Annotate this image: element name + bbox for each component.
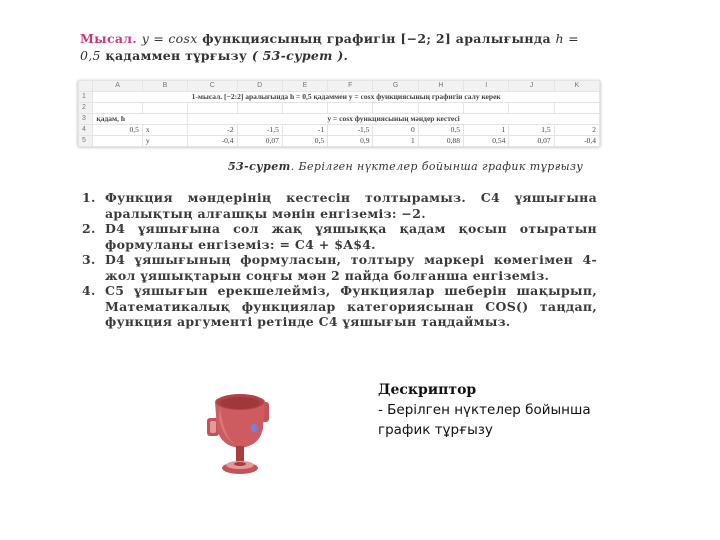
row-header: 1 bbox=[79, 92, 93, 103]
function-expression: y = cosx bbox=[141, 31, 198, 46]
row-header: 2 bbox=[79, 103, 93, 114]
step-expression: h = 0,5 bbox=[80, 31, 579, 63]
x-value-cell: -1,5 bbox=[237, 125, 282, 136]
x-value-cell: -2 bbox=[188, 125, 237, 136]
y-value-cell: 0,07 bbox=[509, 136, 554, 147]
x-label-cell: x bbox=[142, 125, 187, 136]
figure-reference: ( 53-сурет ). bbox=[251, 48, 349, 63]
col-header-j: J bbox=[509, 81, 554, 92]
x-value-cell: 2 bbox=[554, 125, 599, 136]
instruction-steps bbox=[82, 190, 597, 330]
y-value-cell: 1 bbox=[373, 136, 418, 147]
table-row bbox=[79, 136, 600, 147]
x-value-cell: 0 bbox=[373, 125, 418, 136]
empty-cell bbox=[93, 136, 142, 147]
x-value-cell: -1,5 bbox=[328, 125, 373, 136]
table-subtitle: y = cosx функциясының мәндер кестесі bbox=[188, 114, 600, 125]
step-item bbox=[82, 221, 597, 252]
col-header-e: E bbox=[282, 81, 327, 92]
descriptor-line-2: график тұрғызу bbox=[378, 422, 493, 438]
example-intro bbox=[80, 30, 595, 64]
step-item bbox=[82, 283, 597, 330]
step-item bbox=[82, 252, 597, 283]
x-value-cell: 0,5 bbox=[418, 125, 463, 136]
table-row bbox=[79, 114, 600, 125]
spreadsheet-table bbox=[78, 80, 600, 147]
y-value-cell: 0,9 bbox=[328, 136, 373, 147]
y-value-cell: 0,07 bbox=[237, 136, 282, 147]
figure-caption-text: . Берілген нүктелер бойынша график тұрғызу bbox=[290, 160, 584, 173]
y-value-cell: -0,4 bbox=[188, 136, 237, 147]
step-text: Функция мәндерінің кестесін толтырамыз. С4 ұяшығына аралықтың алғашқы мәнін енгіземіз: −2. bbox=[105, 190, 597, 221]
row-header: 4 bbox=[79, 125, 93, 136]
x-value-cell: -1 bbox=[282, 125, 327, 136]
figure-label: 53-сурет bbox=[228, 160, 291, 173]
y-value-cell: 0,54 bbox=[464, 136, 509, 147]
col-header-h: H bbox=[418, 81, 463, 92]
step-value-cell: 0,5 bbox=[93, 125, 142, 136]
corner-cell bbox=[79, 81, 93, 92]
step-number: 4. bbox=[82, 283, 96, 298]
step-number: 2. bbox=[82, 221, 96, 236]
intro-text-2: қадаммен тұрғызу bbox=[100, 48, 252, 63]
step-text: D4 ұяшығының формуласын, толтыру маркері көмегімен 4-жол ұяшықтарын соңғы мән 2 пайда болғанша енгіземіз. bbox=[105, 252, 597, 283]
descriptor-line-1: - Берілген нүктелер бойынша bbox=[378, 402, 591, 418]
x-value-cell: 1,5 bbox=[509, 125, 554, 136]
col-header-i: I bbox=[464, 81, 509, 92]
y-value-cell: -0,4 bbox=[554, 136, 599, 147]
table-row bbox=[79, 103, 600, 114]
y-value-cell: 0,88 bbox=[418, 136, 463, 147]
example-label: Мысал. bbox=[80, 31, 138, 46]
table-row bbox=[79, 125, 600, 136]
table-row bbox=[79, 92, 600, 103]
col-header-k: K bbox=[554, 81, 599, 92]
step-label-cell: қадам, h bbox=[93, 114, 188, 125]
y-value-cell: 0,5 bbox=[282, 136, 327, 147]
col-header-g: G bbox=[373, 81, 418, 92]
col-header-d: D bbox=[237, 81, 282, 92]
figure-caption bbox=[228, 160, 583, 173]
col-header-a: A bbox=[93, 81, 142, 92]
descriptor-title: Дескриптор bbox=[378, 382, 477, 398]
column-header-row bbox=[79, 81, 600, 92]
col-header-b: B bbox=[142, 81, 187, 92]
x-value-cell: 1 bbox=[464, 125, 509, 136]
col-header-f: F bbox=[328, 81, 373, 92]
step-item bbox=[82, 190, 597, 221]
step-number: 3. bbox=[82, 252, 96, 267]
descriptor-box bbox=[378, 380, 618, 440]
sheet-title: 1-мысал. [−2:2] аралығында h = 0,5 қадаммен y = cosx функциясының графигін салу керек bbox=[93, 92, 600, 103]
row-header: 5 bbox=[79, 136, 93, 147]
spreadsheet-image bbox=[78, 80, 600, 146]
y-label-cell: y bbox=[142, 136, 187, 147]
intro-text-1: функциясының графигін [−2; 2] аралығында bbox=[197, 31, 556, 46]
trophy-cup-icon bbox=[205, 388, 275, 478]
step-text: С5 ұяшығын ерекшелейміз, Функциялар шеберін шақырып, Математикалық функциялар категориясынан COS() таңдап, функция аргументі ретінде С4 ұяшығын таңдаймыз. bbox=[105, 283, 597, 329]
step-number: 1. bbox=[82, 190, 96, 205]
step-text: D4 ұяшығына сол жақ ұяшыққа қадам қосып отыратын формуланы енгіземіз: = C4 + $A$4. bbox=[105, 221, 597, 252]
col-header-c: C bbox=[188, 81, 237, 92]
row-header: 3 bbox=[79, 114, 93, 125]
